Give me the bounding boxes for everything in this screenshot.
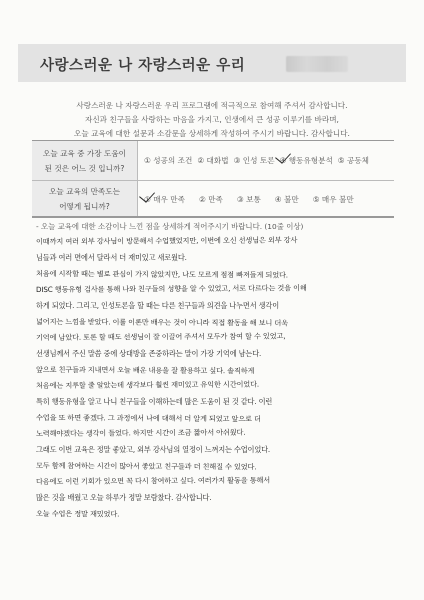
q2-option-1[interactable]: ① 매우 만족 bbox=[144, 194, 185, 204]
q2-option-5[interactable]: ⑤ 매우 불만 bbox=[312, 194, 354, 204]
q1-option-3[interactable]: ③ 인성 토론 bbox=[233, 156, 275, 165]
feedback-line: 이때까지 여러 외부 강사님이 방문해서 수업했었지만, 이번에 오신 선생님은 외부 강사 bbox=[35, 235, 298, 246]
q2-option-3[interactable]: ③ 보통 bbox=[236, 194, 261, 204]
feedback-line: 많은 것을 배웠고 오늘 하루가 정말 보람찼다. 감사합니다. bbox=[36, 493, 212, 502]
feedback-line: 기억에 남았다. 토론 할 때도 선생님이 잘 이끌어 주셔서 모두가 참여 할 수 있었고, bbox=[35, 331, 286, 342]
feedback-line: 수업을 또 하면 좋겠다. 그 과정에서 나에 대해서 더 알게 되었고 앞으로 더 bbox=[35, 413, 261, 424]
feedback-line: DISC 행동유형 검사를 통해 나와 친구들의 성향을 알 수 있었고, 서로 다르다는 것을 이해 bbox=[35, 283, 307, 294]
feedback-line: 오늘 수업은 정말 재밌었다. bbox=[35, 509, 120, 519]
feedback-line: 노력해야겠다는 생각이 들었다. 하지만 시간이 조금 짧아서 아쉬웠다. bbox=[35, 427, 246, 438]
intro-line-3: 오늘 교육에 대한 설문과 소감문을 상세하게 작성하여 주시기 바랍니다. 감사합니다. bbox=[74, 129, 350, 138]
question-row-2 bbox=[32, 181, 394, 217]
feedback-line: 처음에 시작할 때는 별로 관심이 가지 않았지만, 나도 모르게 점점 빠져들게 되었다. bbox=[35, 269, 288, 280]
question-1-options bbox=[138, 141, 394, 180]
feedback-line: 님들과 여러 면에서 달라서 더 재미있고 새로웠다. bbox=[36, 253, 187, 262]
q2-option-2[interactable]: ② 만족 bbox=[198, 194, 223, 204]
redacted-name-box bbox=[286, 56, 348, 72]
feedback-line: 처음에는 지루할 줄 알았는데 생각보다 훨씬 재미있고 유익한 시간이었다. bbox=[35, 379, 260, 390]
feedback-line: 앞으로 친구들과 지내면서 오늘 배운 내용을 잘 활용하고 싶다. 솔직하게 bbox=[35, 365, 255, 376]
feedback-line: 모두 함께 참여하는 시간이 많아서 좋았고 친구들과 더 친해질 수 있었다. bbox=[35, 461, 257, 472]
feedback-line: 그래도 이번 교육은 정말 좋았고, 외부 강사님의 열정이 느껴지는 수업이었다. bbox=[36, 445, 271, 454]
feedback-line: 특히 행동유형을 알고 나니 친구들을 이해하는데 많은 도움이 된 것 같다. 이런 bbox=[36, 397, 273, 406]
feedback-line: 하게 되었다. 그리고, 인성토론을 할 때는 다른 친구들과 의견을 나누면서 생각이 bbox=[36, 301, 279, 310]
feedback-line: 넓어지는 느낌을 받았다. 이를 이론만 배우는 것이 아니라 직접 활동을 해 보니 더욱 bbox=[35, 317, 288, 328]
question-2-label-line-1: 오늘 교육의 만족도는 bbox=[49, 187, 120, 196]
q2-option-4[interactable]: ④ 불만 bbox=[274, 194, 299, 204]
intro-line-2: 자신과 친구들을 사랑하는 마음을 가지고, 인생에서 큰 성공 이루기를 바라며, bbox=[85, 115, 339, 124]
question-row-1 bbox=[32, 141, 394, 181]
survey-table bbox=[32, 140, 394, 218]
question-2-label bbox=[32, 181, 138, 217]
intro-line-1: 사랑스러운 나 자랑스러운 우리 프로그램에 적극적으로 참여해 주셔서 감사합니다. bbox=[76, 101, 348, 110]
question-2-label-line-2: 어떻게 됩니까? bbox=[59, 202, 110, 211]
question-1-label-line-1: 오늘 교육 중 가장 도움이 bbox=[42, 148, 126, 158]
question-1-label bbox=[32, 141, 138, 180]
question-1-label-line-2: 된 것은 어느 것 입니까? bbox=[44, 163, 125, 173]
q1-option-1[interactable]: ① 성공의 조건 bbox=[144, 156, 193, 165]
q1-option-2[interactable]: ② 대화법 bbox=[197, 156, 229, 165]
page-title: 사랑스러운 나 자랑스러운 우리 bbox=[40, 58, 246, 74]
feedback-area bbox=[32, 216, 394, 519]
feedback-prompt: - 오늘 교육에 대한 소감이나 느낀 점을 상세하게 적어주시기 바랍니다. (10줄 이상) bbox=[36, 222, 304, 231]
q1-option-5[interactable]: ⑤ 공동체 bbox=[337, 156, 370, 165]
q1-option-4[interactable]: ④ 행동유형분석 bbox=[279, 156, 333, 165]
question-2-options bbox=[138, 181, 394, 217]
feedback-line: 선생님께서 주신 말씀 중에 상대방을 존중하라는 말이 가장 기억에 남는다. bbox=[36, 349, 262, 358]
feedback-line: 다음에도 이런 기회가 있으면 꼭 다시 참여하고 싶다. 여러가지 활동을 통해서 bbox=[35, 475, 271, 486]
